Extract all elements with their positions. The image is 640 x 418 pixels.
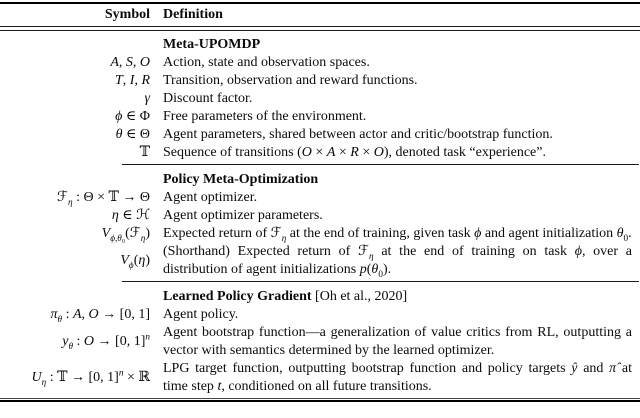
definition-col-header: Definition [163, 7, 223, 22]
definition-cell: Agent optimizer parameters. [163, 207, 323, 223]
section-title: Learned Policy Gradient [163, 288, 312, 304]
symbol-cell: A, S, O [110, 54, 150, 70]
definition-cell: Agent bootstrap function—a generalization of value critics from RL, outputting a vector with semantics determined by the learned optimizer. [163, 324, 632, 358]
definition-cell: Agent policy. [163, 306, 239, 322]
symbol-cell: $V_\phi(\eta)$ [120, 252, 150, 270]
section-meta-upomdp [0, 31, 640, 162]
definition-cell: Agent parameters, shared between actor and critic/bootstrap function. [163, 126, 553, 142]
section-title-cell [163, 288, 640, 306]
section-learned-policy-gradient [0, 284, 640, 396]
symbol-cell: $U_\eta$ : 𝕋 → [0, 1]$^n$ × ℝ [31, 366, 150, 387]
table-row [0, 225, 640, 243]
table-row [0, 108, 640, 126]
table-row [0, 243, 640, 279]
table-row [0, 189, 640, 207]
table-row [0, 54, 640, 72]
symbol-cell: $y_\theta$ : O → [0, 1]$^n$ [62, 330, 150, 351]
definition-cell: Expected return of ℱ$_\eta$ at the end of training, given task ϕ and agent initialization $\theta_0$. [163, 225, 632, 243]
section-title-suffix: [Oh et al., 2020] [311, 288, 408, 304]
section-header-row [0, 36, 640, 54]
symbol-cell: γ [144, 90, 150, 106]
table-row [0, 360, 640, 396]
symbol-cell: η ∈ ℋ [111, 207, 150, 223]
definition-cell: Transition, observation and reward functions. [163, 72, 418, 88]
table-header [0, 4, 640, 26]
symbol-col-header: Symbol [104, 7, 150, 22]
section-header-row [0, 171, 640, 189]
section-title: Meta-UPOMDP [163, 36, 261, 52]
section-policy-meta-optimization [0, 167, 640, 279]
symbol-cell: θ ∈ Θ [115, 126, 150, 142]
definition-cell: Free parameters of the environment. [163, 108, 367, 124]
symbol-cell: T, I, R [114, 72, 150, 88]
definition-cell: LPG target function, outputting bootstrap function and policy targets ŷ and π̂ at time step t, conditioned on all future transitions. [163, 360, 632, 394]
symbol-cell: ϕ ∈ Φ [115, 108, 150, 124]
table-row [0, 90, 640, 108]
section-title: Policy Meta-Optimization [163, 171, 319, 187]
table-row [0, 306, 640, 324]
table-row [0, 144, 640, 162]
table-row [0, 72, 640, 90]
table-row [0, 126, 640, 144]
section-rule [122, 164, 639, 165]
section-title-cell [163, 171, 640, 189]
section-header-row [0, 288, 640, 306]
definition-cell: Discount factor. [163, 90, 253, 106]
symbol-cell: ℱ$_\eta$ : Θ × 𝕋 → Θ [56, 189, 150, 207]
symbol-cell: $\pi_\theta$ : A, O → [0, 1] [50, 306, 150, 324]
symbol-cell: 𝕋 [139, 144, 150, 160]
bottom-rule [0, 398, 640, 403]
definition-cell: Action, state and observation spaces. [163, 54, 370, 70]
definition-cell: Sequence of transitions (O × A × R × O), denoted task “experience”. [163, 144, 546, 160]
section-title-cell [163, 36, 640, 54]
definition-cell: (Shorthand) Expected return of ℱ$_\eta$ at the end of training on task ϕ, over a distribution of agent initializations $p(\theta_0)$. [163, 243, 633, 279]
notation-table [0, 2, 640, 418]
symbol-cell: $V_{\phi,\theta_0}(ℱ_\eta)$ [101, 225, 150, 243]
section-rule [122, 281, 639, 282]
definition-cell: Agent optimizer. [163, 189, 258, 205]
table-row [0, 207, 640, 225]
table-row [0, 324, 640, 360]
